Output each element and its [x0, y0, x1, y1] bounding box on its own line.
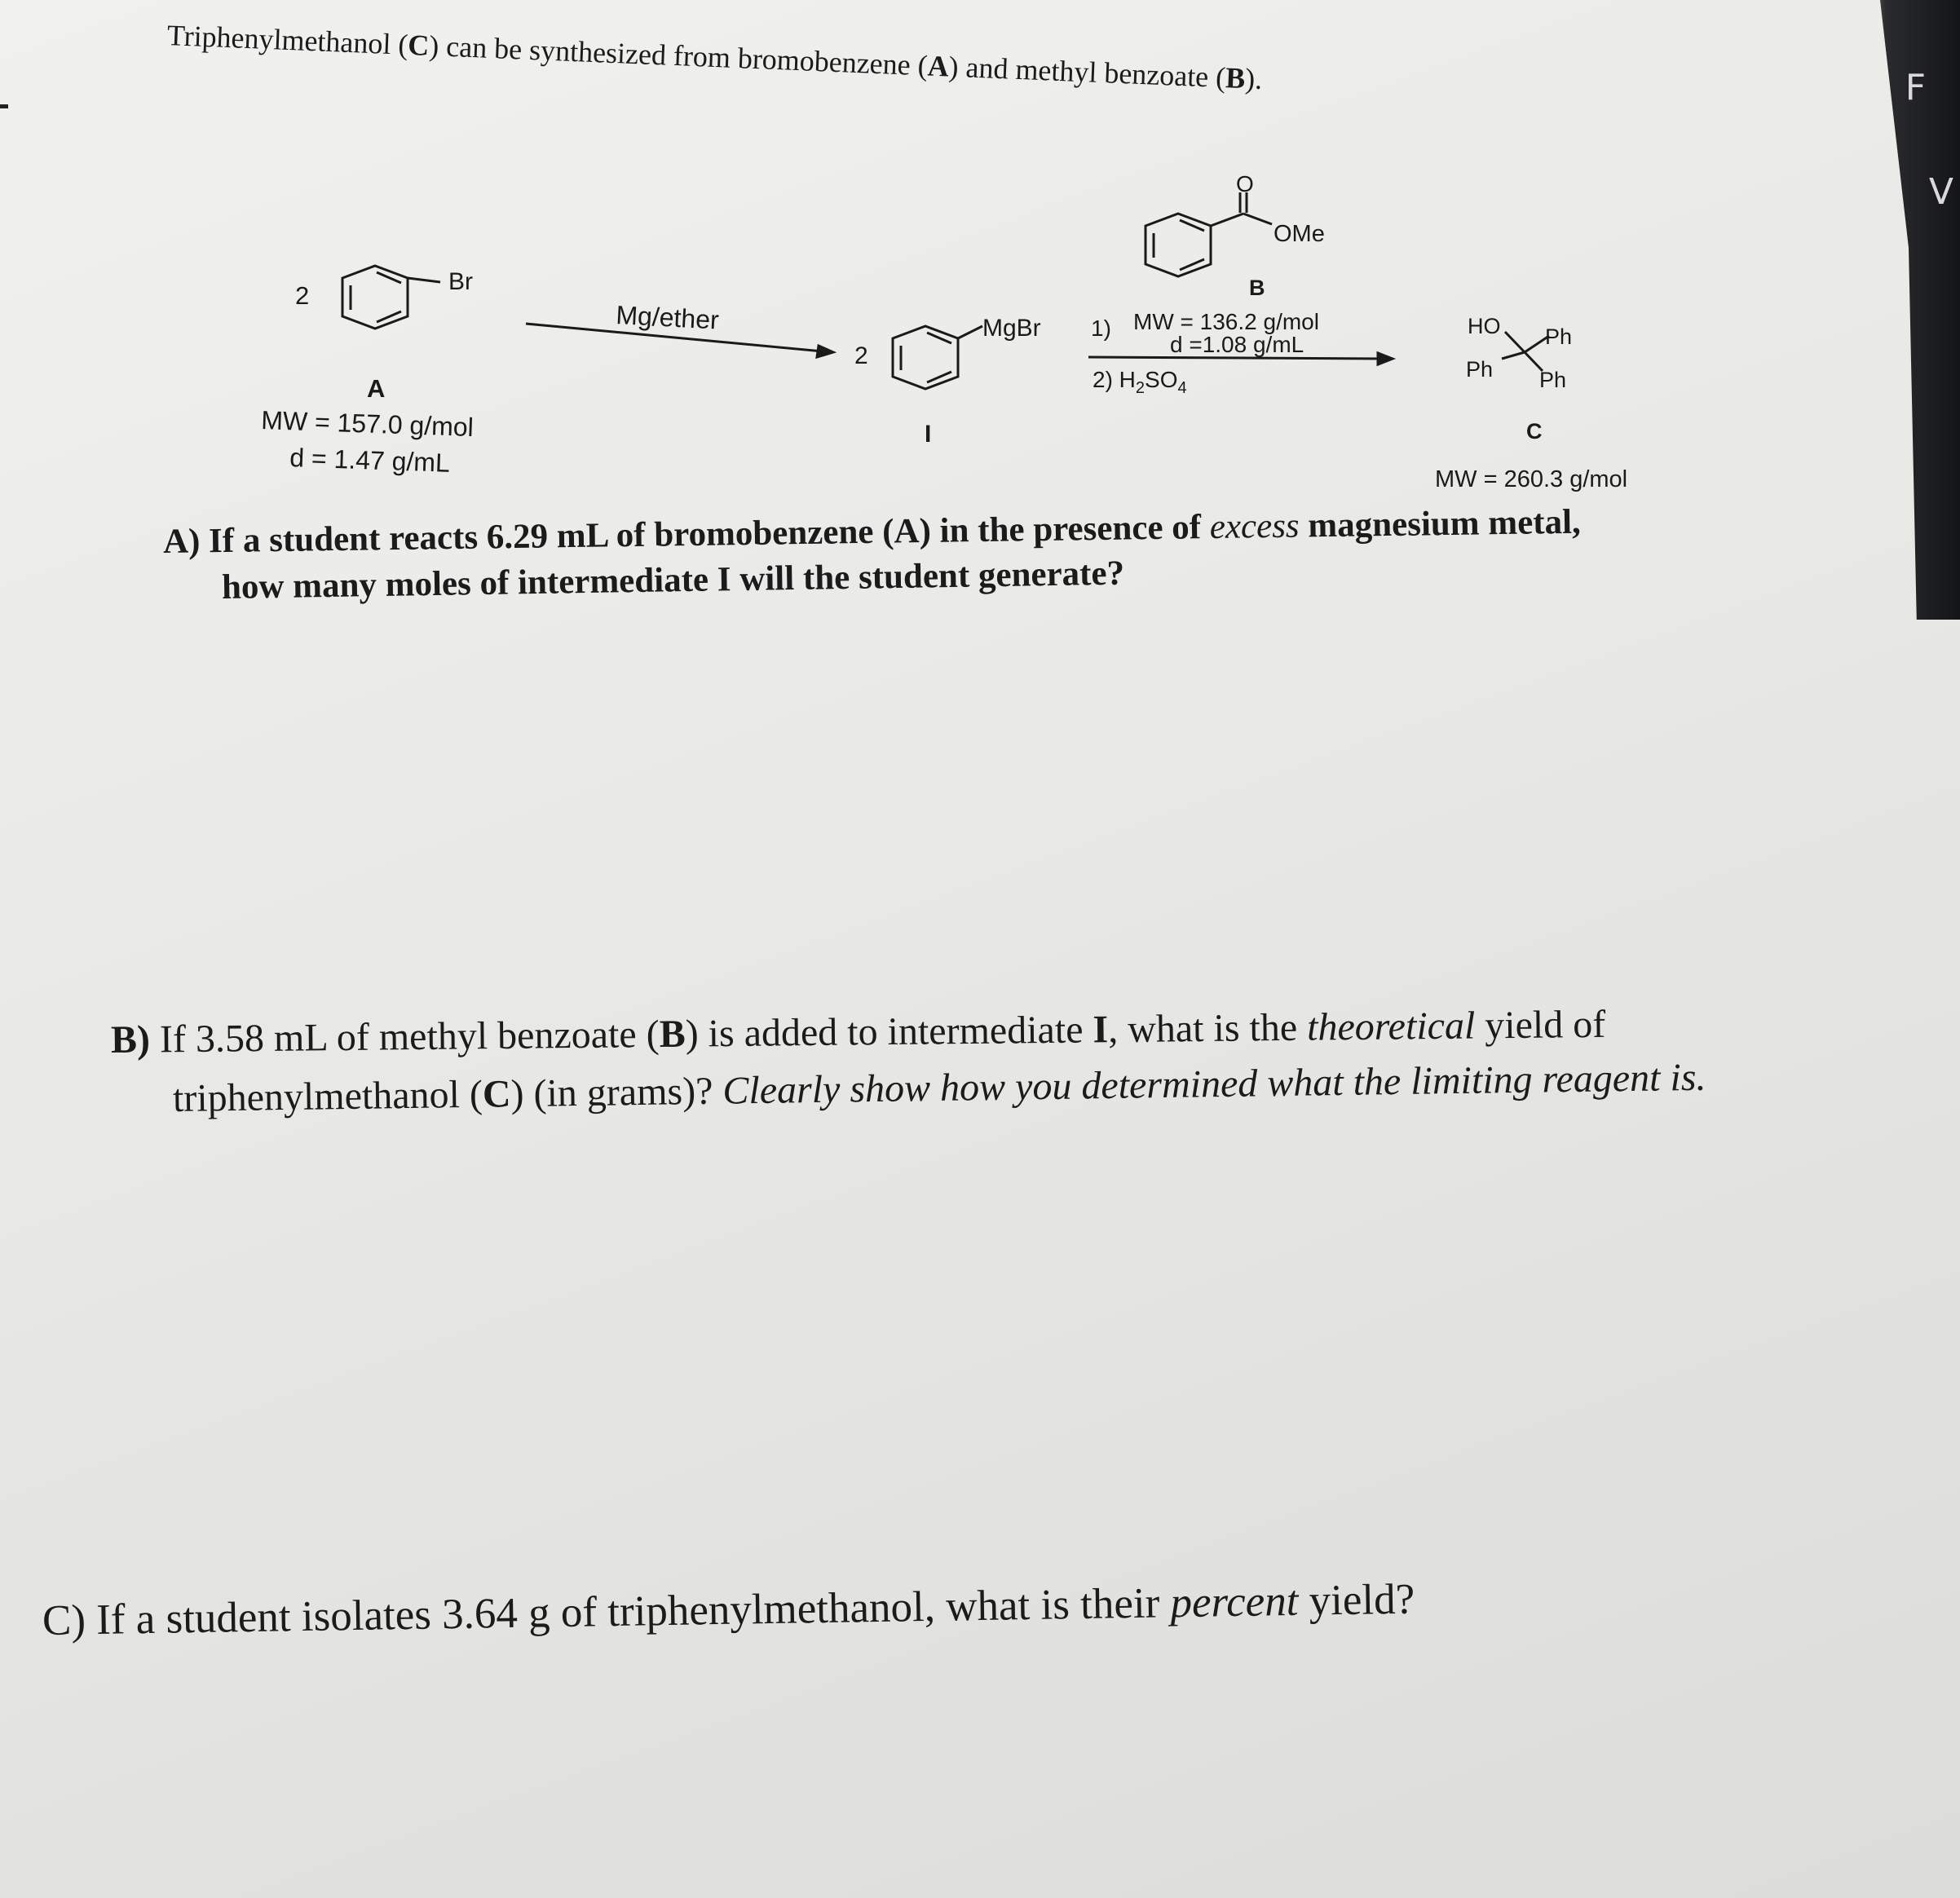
- keyboard-key-f: F: [1905, 67, 1926, 108]
- phenyl-label-1: Ph: [1545, 324, 1573, 349]
- compound-label-i: I: [925, 421, 932, 448]
- coefficient-a: 2: [295, 281, 310, 310]
- mw-b: MW = 136.2 g/mol: [1133, 309, 1319, 334]
- methoxy-label: OMe: [1274, 221, 1325, 247]
- question-b-line-1: B) If 3.58 mL of methyl benzoate (B) is added to intermediate I, what is the theoretical yield of: [110, 1002, 1606, 1062]
- question-a-line-2: how many moles of intermediate I will the student generate?: [221, 554, 1125, 607]
- phenyl-label-2: Ph: [1466, 357, 1494, 382]
- question-c: C) If a student isolates 3.64 g of triphenylmethanol, what is their percent yield?: [42, 1575, 1415, 1644]
- mw-a: MW = 157.0 g/mol: [260, 405, 475, 443]
- grignard-structure: [893, 326, 982, 389]
- question-b-line-2: triphenylmethanol (C) (in grams)? Clearly show how you determined what the limiting reagent is.: [172, 1055, 1706, 1120]
- coefficient-i: 2: [854, 342, 868, 369]
- keyboard-key-v: V: [1928, 171, 1953, 213]
- mgbr-label: MgBr: [982, 315, 1041, 342]
- reagent-mg-ether: Mg/ether: [615, 300, 720, 335]
- mw-c: MW = 260.3 g/mol: [1435, 466, 1628, 492]
- methyl-benzoate-structure: [1146, 192, 1272, 276]
- step-1-number: 1): [1091, 316, 1111, 341]
- bromobenzene-structure: [342, 266, 440, 329]
- carbonyl-oxygen: O: [1236, 171, 1254, 196]
- bromo-label: Br: [448, 268, 473, 295]
- problem-title: Triphenylmethanol (C) can be synthesized from bromobenzene (A) and methyl benzoate (B).: [166, 19, 1264, 95]
- compound-label-a: A: [367, 374, 386, 403]
- density-b: d =1.08 g/mL: [1170, 332, 1304, 357]
- step-2-acid: 2) $H_2SO_4$: [1093, 367, 1187, 397]
- question-a-line-1: A) If a student reacts 6.29 mL of bromobenzene (A) in the presence of excess magnesium metal,: [162, 502, 1582, 561]
- hydroxyl-label: HO: [1468, 314, 1501, 338]
- phenyl-label-3: Ph: [1539, 368, 1567, 392]
- compound-label-b: B: [1249, 276, 1265, 300]
- density-a: d = 1.47 g/mL: [289, 443, 451, 478]
- compound-label-c: C: [1526, 419, 1543, 444]
- triphenylmethanol-structure: [1502, 332, 1549, 371]
